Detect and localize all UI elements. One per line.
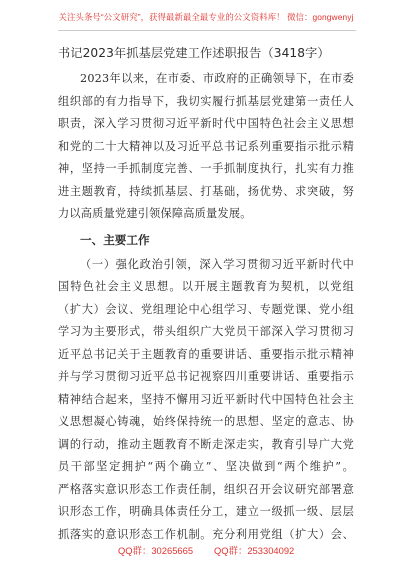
footer-qq-group-1: QQ群：30265665 [118, 545, 194, 556]
text-line: （一）强化政治引领，深入学习贯彻习近平新时代中 [80, 257, 354, 271]
text-line: 抓落实的意识形态工作机制。充分利用党组（扩大）会、 [58, 527, 354, 541]
text-line: 精神结合起来，坚持不懈用习近平新时代中国特色社会主 [58, 392, 354, 406]
text-line: 近平总书记关于主题教育的重要讲话、重要指示批示精神 [58, 347, 354, 361]
section-heading: 一、主要工作 [80, 232, 150, 247]
document-body [58, 68, 354, 546]
text-line: 严格落实意识形态工作责任制，组织召开会议研究部署意 [58, 482, 354, 496]
header-divider [58, 30, 356, 31]
section-paragraph [58, 254, 354, 547]
text-line: 学习为主要形式，带头组织广大党员干部深入学习贯彻习 [58, 325, 354, 338]
text-line: 调的行动，推动主题教育不断走深走实，教育引导广大党 [58, 437, 354, 451]
text-line: 2023年以来，在市委、市政府的正确领导下，在市委 [80, 72, 354, 85]
header-watermark: 关注头条号“公文研究”，获得最新最全最专业的公文资料库！ 微信：gongwenyj [58, 12, 354, 22]
text-line: 并与学习贯彻习近平总书记视察四川重要讲话、重要指示 [58, 370, 354, 383]
text-line: 神，坚持一手抓制度完善、一手抓制度执行，扎实有力推 [58, 162, 354, 175]
footer-qq-group-2: QQ群：253304092 [214, 545, 295, 556]
text-line: 组织部的有力指导下，我切实履行抓基层党建第一责任人 [58, 94, 354, 108]
intro-paragraph [58, 68, 354, 226]
text-line: 识形态工作，明确具体责任分工，建立一级抓一级、层层 [58, 505, 354, 518]
text-line: 国特色社会主义思想。以开展主题教育为契机，以党组 [58, 280, 354, 293]
text-line: 进主题教育，持续抓基层、打基础，扬优势、求突破，努 [58, 184, 354, 198]
text-line: （扩大）会议、党组理论中心组学习、专题党课、党小组 [58, 302, 354, 316]
text-line: 力以高质量党建引领保障高质量发展。 [58, 207, 252, 220]
text-line: 和党的二十大精神以及习近平总书记系列重要指示批示精 [58, 139, 354, 153]
text-line: 义思想凝心铸魂，始终保持统一的思想、坚定的意志、协 [58, 415, 354, 428]
text-line: 职责，深入学习贯彻习近平新时代中国特色社会主义思想 [58, 117, 354, 130]
document-title: 书记2023年抓基层党建工作述职报告（3418字） [58, 46, 330, 60]
text-line: 员干部坚定拥护“两个确立”、坚决做到“两个维护”。 [58, 460, 354, 473]
